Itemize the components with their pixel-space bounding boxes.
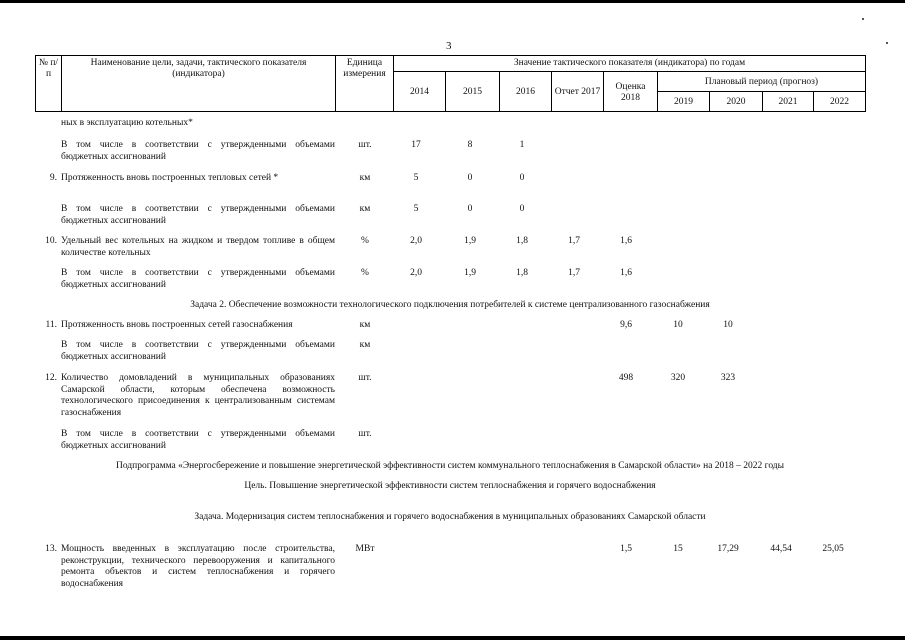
- header-plan-period: Плановый период (прогноз): [658, 72, 866, 92]
- unit-cell: км: [359, 320, 371, 330]
- value-cell: 5: [413, 173, 419, 183]
- value-cell: 8: [467, 140, 473, 150]
- indicator-name: В том числе в соответствии с утвержденными объемами бюджетных ассигнований: [61, 140, 335, 162]
- value-cell: 15: [673, 544, 683, 554]
- indicator-name: В том числе в соответствии с утвержденными объемами бюджетных ассигнований: [61, 204, 335, 226]
- header-year: 2015: [446, 72, 500, 112]
- row-number: 12.: [45, 373, 57, 383]
- task-heading: Задача 2. Обеспечение возможности технологического подключения потребителей к системе централизованного газоснабжения: [190, 300, 710, 310]
- value-cell: 2,0: [410, 268, 422, 278]
- indicator-name: Мощность введенных в эксплуатацию после строительства, реконструкции, технического перевооружения и капитального ремонта объектов и систем теплоснабжения и горячего водоснабжения: [61, 544, 335, 589]
- indicator-name: Количество домовладений в муниципальных образованиях Самарской области, которым обеспечена возможность технологического присоединения к централизованным системам газоснабжения: [61, 373, 335, 418]
- value-cell: 17: [411, 140, 421, 150]
- indicator-name: В том числе в соответствии с утвержденными объемами бюджетных ассигнований: [61, 340, 335, 362]
- header-year: 2014: [394, 72, 446, 112]
- page-number: 3: [446, 40, 452, 52]
- unit-cell: шт.: [358, 373, 372, 383]
- row-number: 13.: [45, 544, 57, 554]
- indicator-name: Протяженность вновь построенных тепловых сетей *: [61, 173, 279, 183]
- indicator-name: В том числе в соответствии с утвержденными объемами бюджетных ассигнований: [61, 429, 335, 451]
- header-unit: Единица измерения: [336, 56, 394, 112]
- header-year: Оценка 2018: [604, 72, 658, 112]
- row-number: 10.: [45, 236, 57, 246]
- value-cell: 323: [720, 373, 736, 383]
- value-cell: 320: [670, 373, 686, 383]
- value-cell: 0: [519, 204, 525, 214]
- value-cell: 1,6: [620, 268, 632, 278]
- unit-cell: шт.: [358, 140, 372, 150]
- value-cell: 1,9: [464, 236, 476, 246]
- value-cell: 25,05: [822, 544, 844, 554]
- value-cell: 1,8: [516, 268, 528, 278]
- value-cell: 2,0: [410, 236, 422, 246]
- header-num: № п/п: [36, 56, 62, 112]
- value-cell: 0: [519, 173, 525, 183]
- unit-cell: км: [359, 340, 371, 350]
- value-cell: 1: [519, 140, 525, 150]
- scan-edge-top: [0, 0, 905, 3]
- value-cell: 0: [467, 173, 473, 183]
- value-cell: 498: [618, 373, 634, 383]
- value-cell: 1,8: [516, 236, 528, 246]
- header-name: Наименование цели, задачи, тактического показателя (индикатора): [62, 56, 336, 112]
- row-number: 11.: [45, 320, 57, 330]
- value-cell: 1,7: [568, 236, 580, 246]
- unit-cell: шт.: [358, 429, 372, 439]
- value-cell: 1,6: [620, 236, 632, 246]
- unit-cell: МВт: [355, 544, 375, 554]
- value-cell: 5: [413, 204, 419, 214]
- table-header: [35, 55, 866, 112]
- unit-cell: %: [361, 268, 369, 278]
- value-cell: 1,7: [568, 268, 580, 278]
- task-heading: Задача. Модернизация систем теплоснабжения и горячего водоснабжения в муниципальных образованиях Самарской области: [194, 512, 706, 522]
- header-plan-year: 2021: [763, 92, 814, 112]
- value-cell: 44,54: [770, 544, 792, 554]
- header-values-group: Значение тактического показателя (индикатора) по годам: [394, 56, 866, 72]
- indicator-name: Удельный вес котельных на жидком и твердом топливе в общем количестве котельных: [61, 236, 335, 258]
- scan-speck: [862, 18, 864, 20]
- value-cell: 1,9: [464, 268, 476, 278]
- value-cell: 10: [673, 320, 683, 330]
- value-cell: 17,29: [717, 544, 739, 554]
- subprogram-heading: Подпрограмма «Энергосбережение и повышение энергетической эффективности систем коммунального теплоснабжения в Самарской области» на 2018 – 2022 годы: [115, 461, 785, 471]
- header-plan-year: 2022: [814, 92, 866, 112]
- indicator-name: ных в эксплуатацию котельных*: [61, 118, 193, 128]
- value-cell: 10: [723, 320, 733, 330]
- goal-heading: Цель. Повышение энергетической эффективности систем теплоснабжения и горячего водоснабжения: [244, 481, 656, 491]
- scan-edge-bottom: [0, 636, 905, 640]
- value-cell: 9,6: [620, 320, 632, 330]
- unit-cell: км: [359, 173, 371, 183]
- header-plan-year: 2019: [658, 92, 710, 112]
- row-number: 9.: [49, 173, 57, 183]
- header-year: Отчет 2017: [552, 72, 604, 112]
- scan-speck: [886, 42, 888, 44]
- unit-cell: %: [361, 236, 369, 246]
- unit-cell: км: [359, 204, 371, 214]
- indicator-name: Протяженность вновь построенных сетей газоснабжения: [61, 320, 293, 330]
- value-cell: 1,5: [620, 544, 632, 554]
- header-year: 2016: [500, 72, 552, 112]
- value-cell: 0: [467, 204, 473, 214]
- indicator-name: В том числе в соответствии с утвержденными объемами бюджетных ассигнований: [61, 268, 335, 290]
- header-plan-year: 2020: [710, 92, 763, 112]
